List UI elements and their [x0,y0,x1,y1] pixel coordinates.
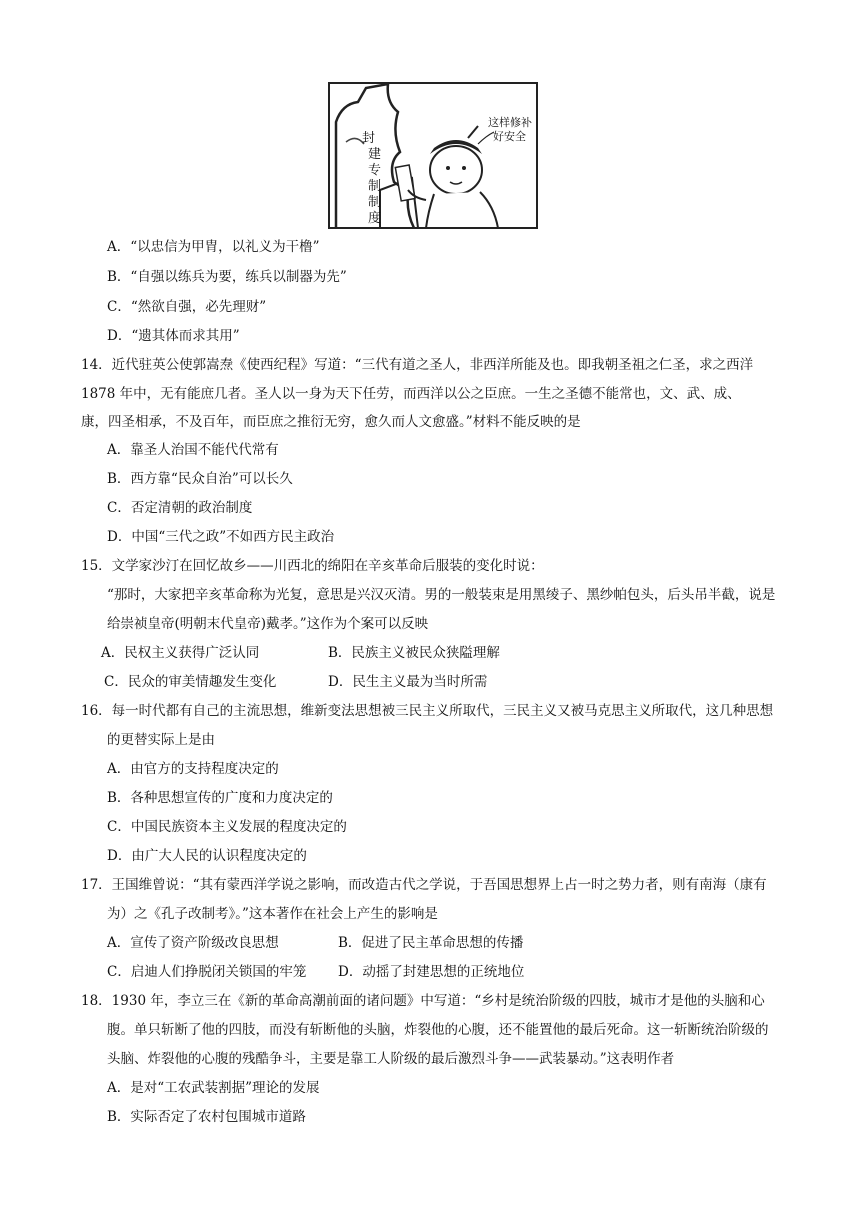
q17-option-b: B．促进了民主革命思想的传播 [338,935,524,951]
q14-option-c: C．否定清朝的政治制度 [107,500,253,516]
q13-option-c: C．“然欲自强，必先理财” [107,299,267,315]
q18-option-a: A．是对“工农武装割据”理论的发展 [107,1080,320,1096]
q16-stem-line-2: 的更替实际上是由 [107,732,215,748]
q16-option-b: B．各种思想宣传的广度和力度决定的 [107,790,333,806]
q15-stem-line-3: 给崇祯皇帝(明朝末代皇帝)戴孝。”这作为个案可以反映 [107,616,429,632]
q13-option-d: D．“遗其体而求其用” [107,328,240,344]
q13-option-b: B．“自强以练兵为要，练兵以制器为先” [107,269,347,285]
q18-stem-line-2: 腹。单只斩断了他的四肢，而没有斩断他的头脑，炸裂他的心腹，还不能置他的最后死命。这一斩断统治阶级的 [107,1022,769,1038]
q14-option-a: A．靠圣人治国不能代代常有 [107,442,279,458]
q17-stem-line-2: 为）之《孔子改制考》。”这本著作在社会上产生的影响是 [107,906,438,922]
q15-option-a: A．民权主义获得广泛认同 [101,645,260,661]
q17-option-a: A．宣传了资产阶级改良思想 [107,935,279,951]
q14-stem-line-1: 14．近代驻英公使郭嵩焘《使西纪程》写道：“三代有道之圣人，非西洋所能及也。即我朝圣祖之仁圣，求之西洋 [81,357,754,373]
q15-option-b: B．民族主义被民众狭隘理解 [328,645,500,661]
speech-line-1: 这样修补 [488,116,532,129]
q15-option-c: C．民众的审美情趣发生变化 [104,674,277,690]
cartoon-illustration [328,82,538,229]
q16-option-c: C．中国民族资本主义发展的程度决定的 [107,819,347,835]
side-char-5: 制 [368,195,382,210]
q17-option-c: C．启迪人们挣脱闭关锁国的牢笼 [107,964,307,980]
q18-option-b: B．实际否定了农村包围城市道路 [107,1109,306,1125]
q14-option-b: B．西方靠“民众自治”可以长久 [107,471,293,487]
q15-stem-line-2: “那时，大家把辛亥革命称为光复，意思是兴汉灭清。男的一般装束是用黑绫子、黑纱帕包头，后头吊半截，说是 [107,587,776,603]
side-char-4: 制 [368,179,382,194]
q16-option-a: A．由官方的支持程度决定的 [107,761,279,777]
side-char-1: 封 [362,131,376,146]
side-char-6: 度 [368,211,382,226]
q18-stem-line-3: 头脑、炸裂他的心腹的残酷争斗，主要是靠工人阶级的最后激烈斗争——武装暴动。”这表明作者 [107,1051,675,1067]
q15-stem-line-1: 15．文学家沙汀在回忆故乡——川西北的绵阳在辛亥革命后服装的变化时说： [81,558,544,574]
q14-stem-line-3: 康，四圣相承，不及百年，而臣庶之推衍无穷，愈久而人文愈盛。”材料不能反映的是 [81,414,581,430]
q16-option-d: D．由广大人民的认识程度决定的 [107,848,307,864]
speech-line-2: 好安全 [493,130,526,143]
q18-stem-line-1: 18．1930 年，李立三在《新的革命高潮前面的诸问题》中写道：“乡村是统治阶级的四肢，城市才是他的头脑和心 [81,993,765,1009]
q14-stem-line-2: 1878 年中，无有能庶几者。圣人以一身为天下任劳，而西洋以公之臣庶。一生之圣德不能常也，文、武、成、 [81,386,741,402]
q15-option-d: D．民生主义最为当时所需 [328,674,488,690]
q13-option-a: A．“以忠信为甲胄，以礼义为干橹” [107,239,320,255]
q14-option-d: D．中国“三代之政”不如西方民主政治 [107,529,335,545]
q17-option-d: D．动摇了封建思想的正统地位 [338,964,525,980]
q17-stem-line-1: 17．王国维曾说：“其有蒙西洋学说之影响，而改造古代之学说，于吾国思想界上占一时之势力者，则有南海（康有 [81,877,767,893]
side-char-3: 专 [368,163,382,178]
side-char-2: 建 [368,147,382,162]
q16-stem-line-1: 16．每一时代都有自己的主流思想，维新变法思想被三民主义所取代，三民主义又被马克思主义所取代，这几种思想 [81,703,774,719]
